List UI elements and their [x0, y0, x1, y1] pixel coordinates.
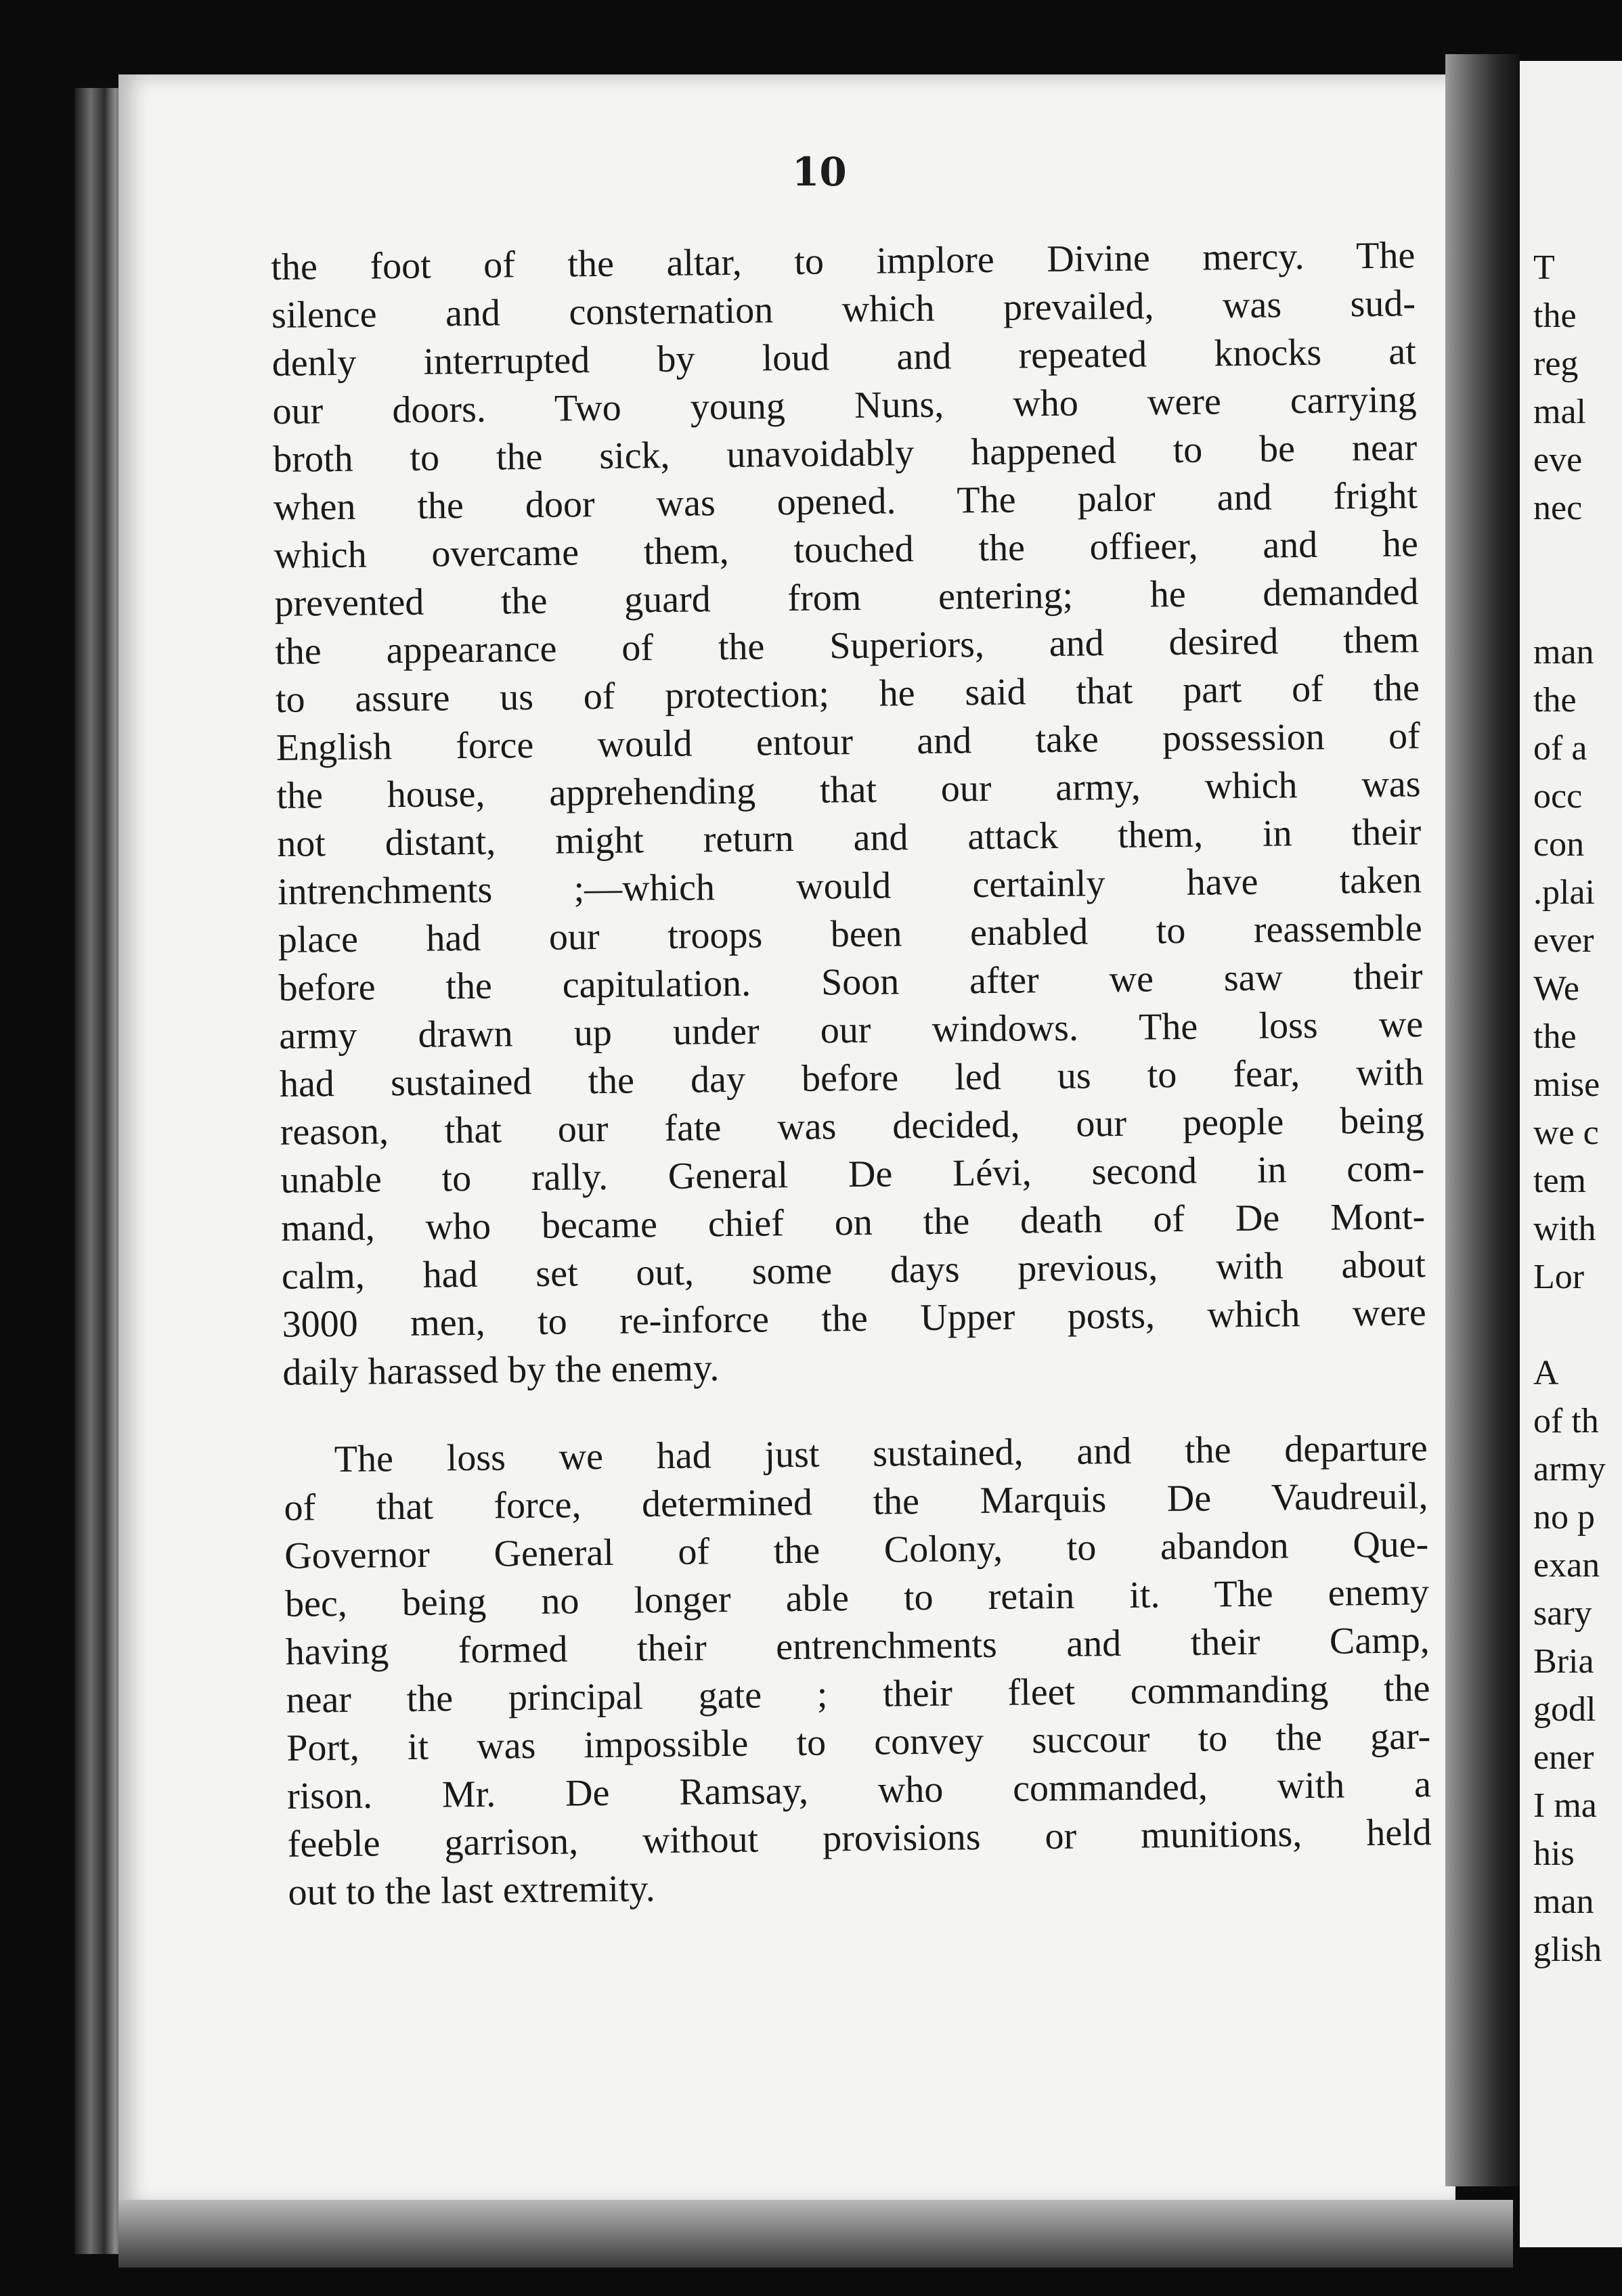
facing-line: the: [1533, 681, 1577, 720]
text-line: not distant, might return and attack them, in their: [276, 811, 1422, 865]
text-line: to assure us of protection; he said that part of the: [275, 667, 1420, 721]
paragraph-1: [271, 231, 1427, 1397]
facing-line: godl: [1533, 1690, 1596, 1729]
facing-line: I ma: [1533, 1786, 1597, 1825]
facing-line: the: [1533, 1017, 1577, 1056]
facing-line: [1533, 532, 1622, 580]
paragraph-2: [283, 1424, 1432, 1917]
text-line: denly interrupted by loud and repeated knocks at: [271, 330, 1417, 384]
text-line: 3000 men, to re-inforce the Upper posts, which were: [282, 1292, 1426, 1346]
facing-line: eve: [1533, 441, 1583, 479]
text-line: reason, that our fate was decided, our people being: [280, 1099, 1424, 1153]
text-line: near the principal gate ; their fleet commanding the: [286, 1667, 1430, 1721]
facing-line: the: [1533, 296, 1577, 335]
text-line: had sustained the day before led us to fear, with: [279, 1051, 1424, 1105]
text-line: out to the last extremity.: [288, 1868, 656, 1914]
facing-line: with: [1533, 1210, 1596, 1248]
facing-line: army: [1533, 1450, 1606, 1488]
text-line: calm, had set out, some days previous, with about: [281, 1243, 1426, 1298]
facing-line: nec: [1533, 489, 1583, 527]
facing-line: occ: [1533, 777, 1583, 816]
text-line: silence and consternation which prevailed, was sud-: [271, 282, 1416, 336]
facing-line: ener: [1533, 1738, 1594, 1777]
facing-line: Bria: [1533, 1642, 1594, 1681]
facing-line: T: [1533, 248, 1555, 287]
facing-line: Lor: [1533, 1258, 1585, 1296]
text-line: broth to the sick, unavoidably happened to be near: [273, 426, 1418, 481]
text-line: rison. Mr. De Ramsay, who commanded, with a: [286, 1763, 1432, 1817]
facing-line: of th: [1533, 1402, 1599, 1440]
facing-line: We: [1533, 969, 1579, 1008]
text-line: Governor General of the Colony, to abandon Que-: [284, 1523, 1429, 1577]
page-number: 10: [792, 149, 847, 195]
text-line: feeble garrison, without provisions or munitions, held: [287, 1811, 1432, 1866]
facing-line: sary: [1533, 1594, 1592, 1633]
facing-line: tem: [1533, 1162, 1586, 1200]
facing-line: his: [1533, 1834, 1575, 1873]
text-line: bec, being no longer able to retain it. The enemy: [284, 1571, 1430, 1625]
facing-line: man: [1533, 1882, 1594, 1921]
text-line: our doors. Two young Nuns, who were carrying: [272, 378, 1417, 433]
facing-line: no p: [1533, 1498, 1595, 1537]
facing-line: con: [1533, 825, 1585, 864]
page-bottom-shadow: [118, 2200, 1513, 2268]
facing-line: mal: [1533, 393, 1586, 431]
page-body-text: [271, 231, 1432, 1917]
facing-line: [1533, 1301, 1622, 1349]
text-line: place had our troops been enabled to reassemble: [278, 907, 1423, 961]
facing-line: reg: [1533, 345, 1579, 383]
text-line: having formed their entrenchments and their Camp,: [285, 1619, 1430, 1673]
text-line: when the door was opened. The palor and fright: [273, 474, 1418, 529]
text-line: intrenchments ;—which would certainly have taken: [277, 859, 1422, 913]
text-line: before the capitulation. Soon after we saw their: [278, 955, 1423, 1009]
facing-line: ever: [1533, 921, 1594, 960]
facing-line: mise: [1533, 1065, 1600, 1104]
facing-page-text: [1533, 244, 1622, 1974]
facing-line: man: [1533, 633, 1594, 671]
text-line: Port, it was impossible to convey succour to the gar-: [286, 1715, 1431, 1769]
text-line: the appearance of the Superiors, and desired them: [274, 619, 1420, 673]
text-line: prevented the guard from entering; he demanded: [274, 571, 1419, 625]
facing-line: .plai: [1533, 873, 1595, 912]
text-line: of that force, determined the Marquis De Vaudreuil,: [284, 1475, 1428, 1529]
facing-line: [1533, 580, 1622, 628]
text-line: mand, who became chief on the death of De Mont-: [280, 1195, 1426, 1250]
text-line: which overcame them, touched the offieer, and he: [273, 523, 1419, 577]
facing-line: A: [1533, 1354, 1559, 1392]
facing-line: of a: [1533, 729, 1587, 768]
text-line: daily harassed by the enemy.: [282, 1347, 720, 1394]
text-line: English force would entour and take possession of: [276, 715, 1421, 769]
text-line: army drawn up under our windows. The loss we: [278, 1003, 1424, 1057]
text-line: the foot of the altar, to implore Divine mercy. The: [271, 234, 1416, 288]
facing-line: glish: [1533, 1930, 1602, 1969]
text-line: unable to rally. General De Lévi, second in com-: [280, 1147, 1425, 1201]
text-line: the house, apprehending that our army, which was: [276, 763, 1421, 817]
facing-line: exan: [1533, 1546, 1600, 1585]
facing-line: we c: [1533, 1113, 1599, 1152]
text-line: The loss we had just sustained, and the departure: [334, 1427, 1428, 1481]
book-gutter: [1445, 54, 1520, 2186]
